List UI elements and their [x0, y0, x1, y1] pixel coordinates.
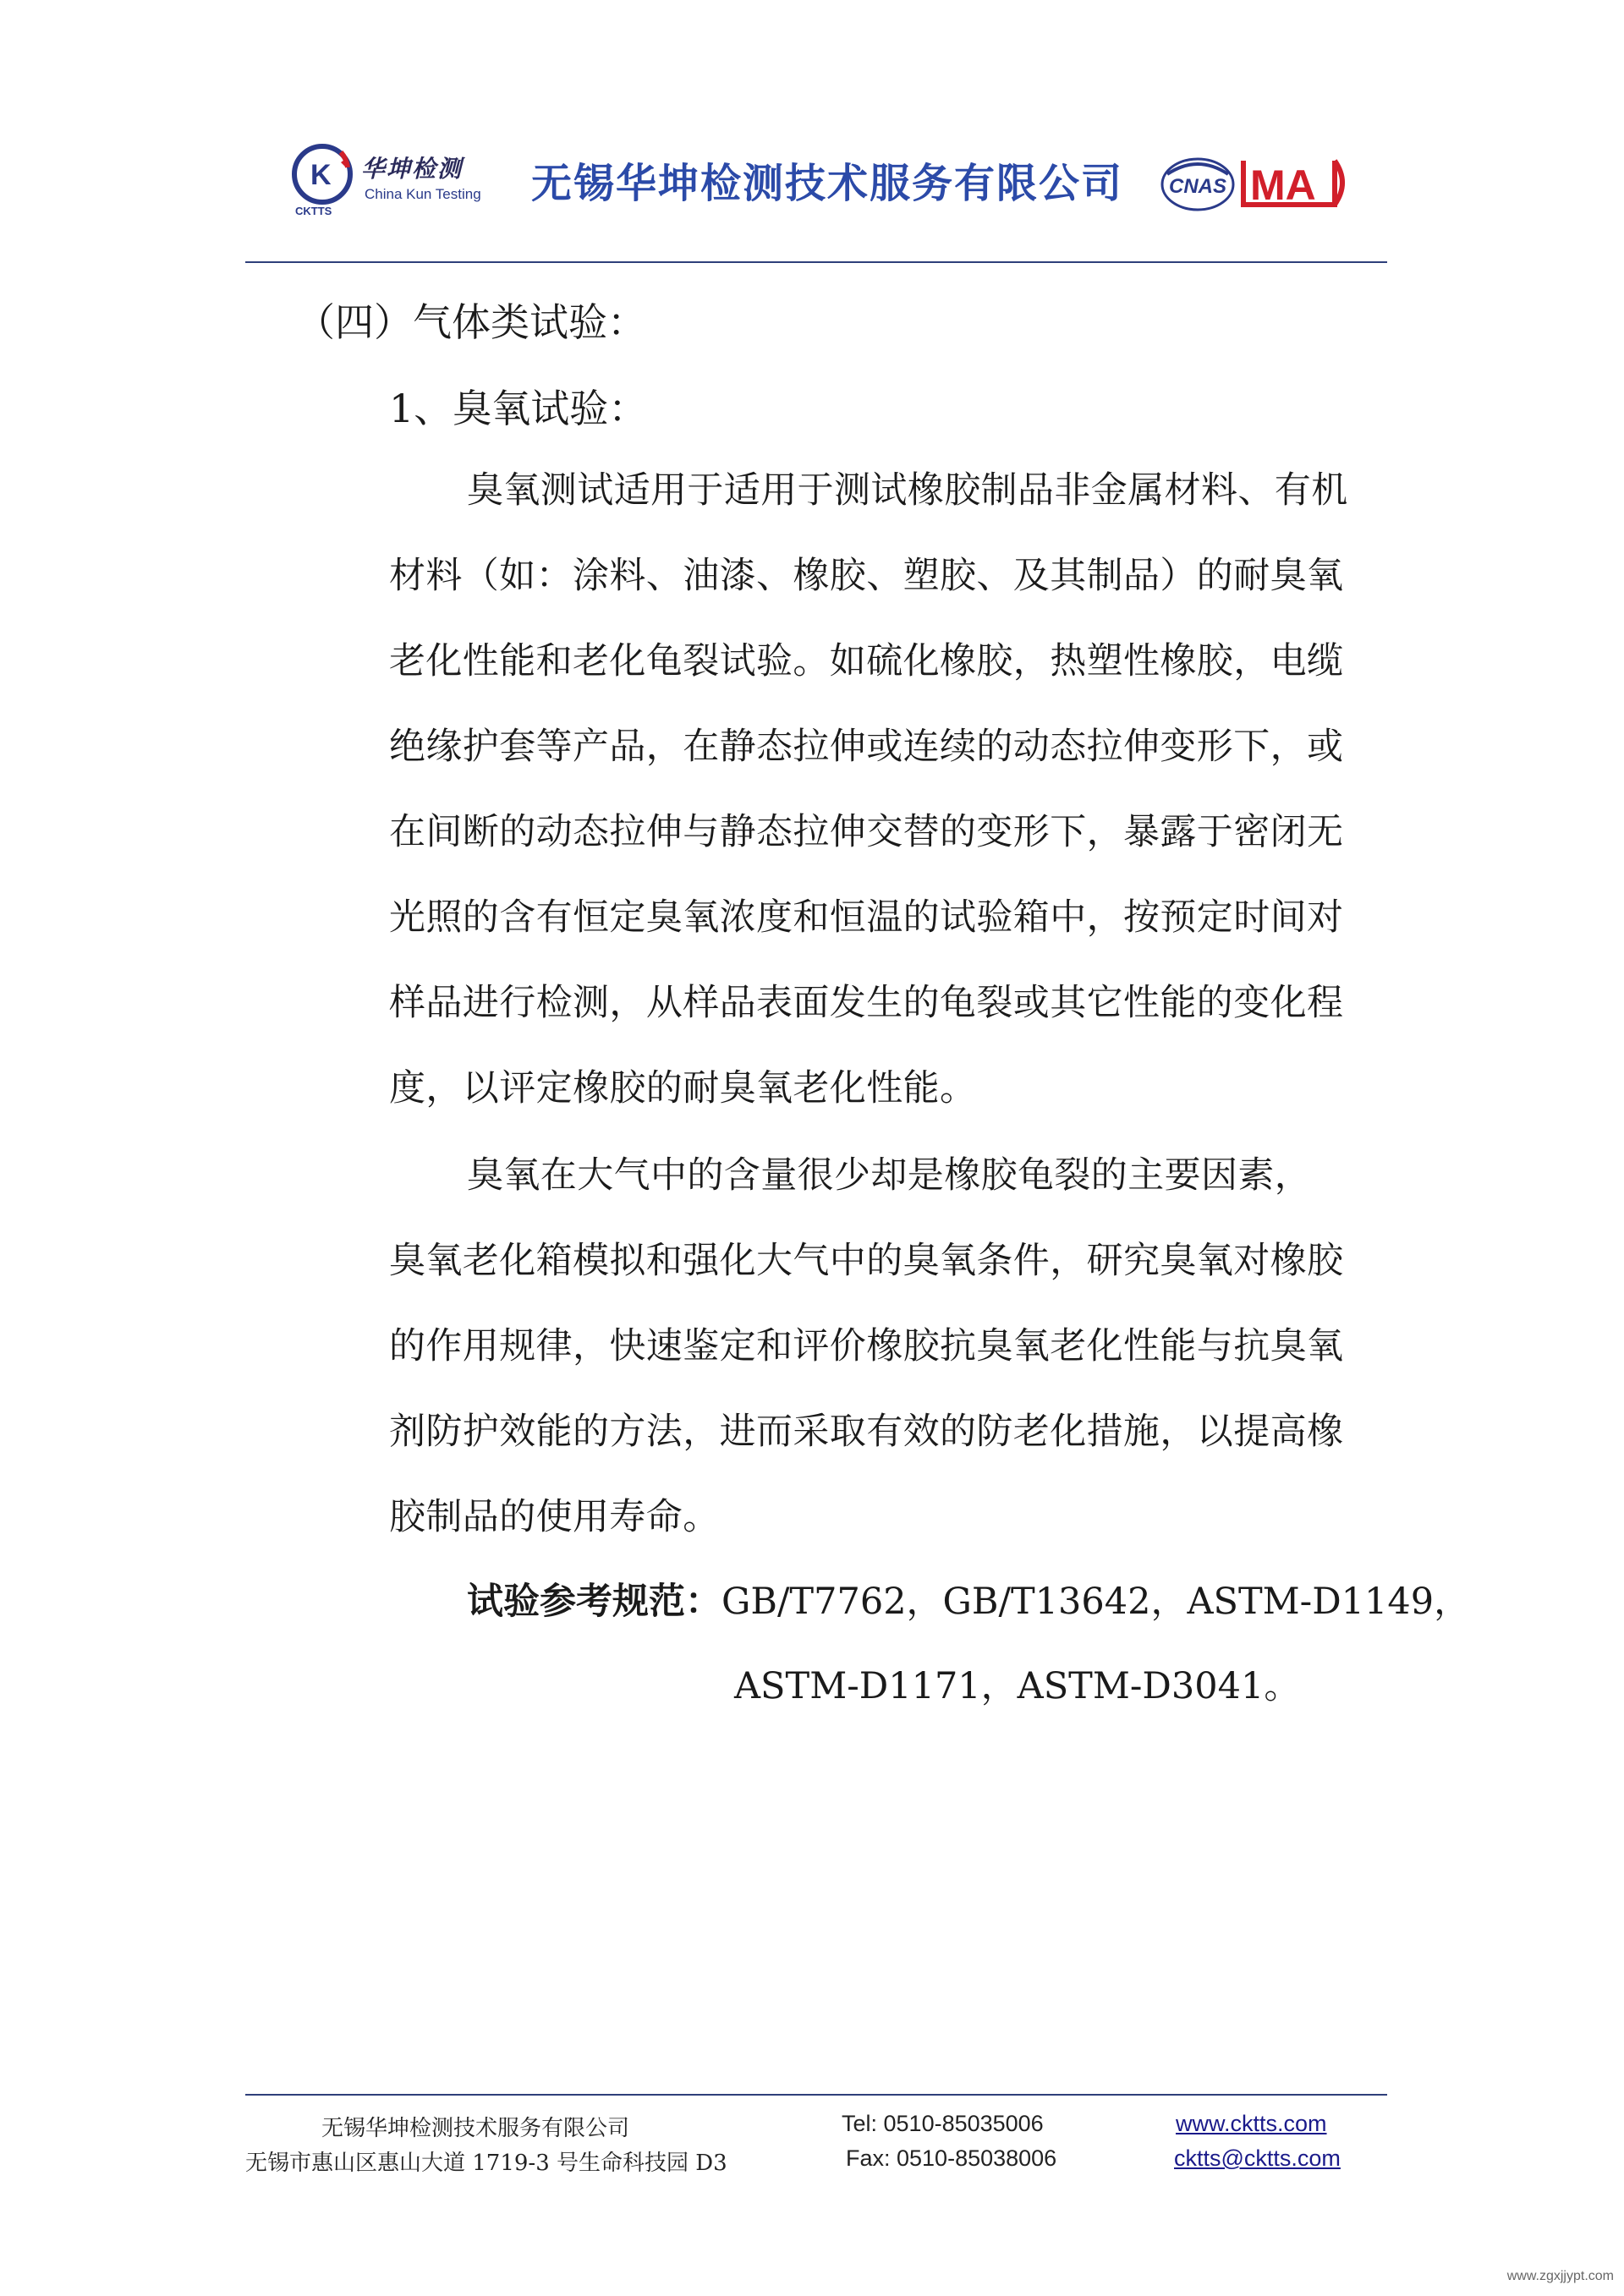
paragraph-line: 材料（如：涂料、油漆、橡胶、塑胶、及其制品）的耐臭氧 — [389, 555, 1344, 597]
section-heading: （四）气体类试验： — [296, 299, 646, 345]
reference-list-line2: ASTM-D1171，ASTM-D3041。 — [734, 1665, 1301, 1707]
paragraph-ozone-test — [389, 448, 1387, 1132]
footer-fax: Fax: 0510-85038006 — [846, 2145, 1057, 2171]
footer-company: 无锡华坤检测技术服务有限公司 — [321, 2116, 630, 2141]
svg-text:K: K — [310, 159, 332, 191]
paragraph-line: 样品进行检测，从样品表面发生的龟裂或其它性能的变化程 — [389, 982, 1344, 1024]
paragraph-line: 臭氧测试适用于适用于测试橡胶制品非金属材料、有机 — [467, 469, 1348, 512]
subsection-heading: 1、臭氧试验： — [389, 386, 648, 431]
reference-list-line1: GB/T7762，GB/T13642，ASTM-D1149， — [721, 1581, 1471, 1623]
logo-chinese-name: 华坤检测 — [361, 155, 464, 183]
paragraph-line: 臭氧老化箱模拟和强化大气中的臭氧条件，研究臭氧对橡胶 — [389, 1240, 1344, 1282]
footer-tel: Tel: 0510-85035006 — [842, 2111, 1044, 2136]
certification-marks — [1159, 149, 1353, 216]
footer-address: 无锡市惠山区惠山大道 1719-3 号生命科技园 D3 — [245, 2151, 727, 2176]
paragraph-ozone-aging — [389, 1133, 1387, 1560]
footer-email-link[interactable]: cktts@cktts.com — [1174, 2145, 1341, 2171]
paragraph-line: 剂防护效能的方法，进而采取有效的防老化措施，以提高橡 — [389, 1411, 1344, 1453]
footer-divider — [245, 2094, 1387, 2096]
paragraph-line: 光照的含有恒定臭氧浓度和恒温的试验箱中，按预定时间对 — [389, 896, 1344, 939]
paragraph-line: 绝缘护套等产品，在静态拉伸或连续的动态拉伸变形下，或 — [389, 726, 1344, 768]
paragraph-line: 臭氧在大气中的含量很少却是橡胶龟裂的主要因素， — [467, 1154, 1312, 1197]
watermark: www.zgxjjypt.com — [1506, 2269, 1614, 2283]
logo-abbreviation: CKTTS — [295, 205, 332, 217]
header-divider — [245, 261, 1387, 263]
paragraph-line: 老化性能和老化龟裂试验。如硫化橡胶，热塑性橡胶，电缆 — [389, 640, 1344, 682]
ck-logo-icon — [292, 142, 358, 208]
paragraph-line: 在间断的动态拉伸与静态拉伸交替的变形下，暴露于密闭无 — [389, 811, 1344, 853]
reference-label: 试验参考规范： — [467, 1581, 721, 1623]
footer-website-link[interactable]: www.cktts.com — [1176, 2111, 1327, 2136]
reference-standards — [467, 1573, 1470, 1625]
cnas-icon — [1162, 159, 1233, 210]
cma-label: MA — [1250, 162, 1316, 209]
paragraph-line: 的作用规律，快速鉴定和评价橡胶抗臭氧老化性能与抗臭氧 — [389, 1325, 1344, 1367]
company-title: 无锡华坤检测技术服务有限公司 — [531, 160, 1124, 207]
cnas-label: CNAS — [1169, 175, 1227, 198]
company-logo — [292, 142, 495, 218]
cma-icon — [1243, 161, 1342, 209]
paragraph-line: 度，以评定橡胶的耐臭氧老化性能。 — [389, 1067, 977, 1110]
paragraph-line: 胶制品的使用寿命。 — [389, 1496, 720, 1538]
logo-english-name: China Kun Testing — [365, 186, 481, 202]
